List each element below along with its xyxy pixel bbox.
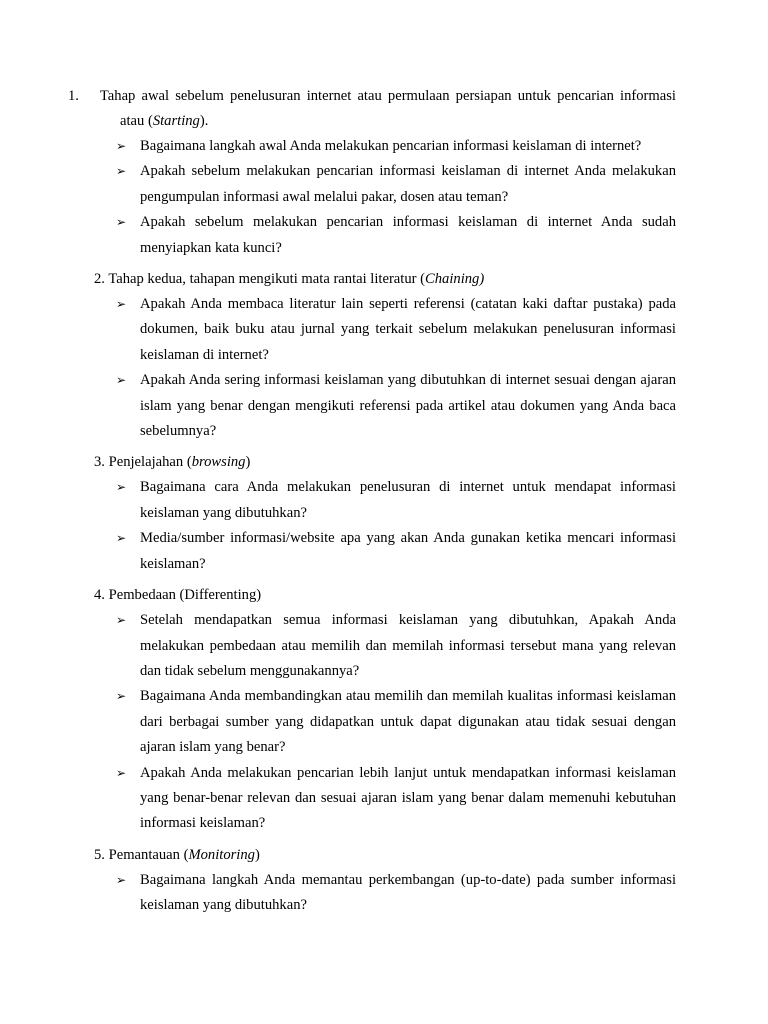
list-item [94, 159, 676, 210]
arrowhead-bullet-icon: ➢ [116, 215, 127, 230]
arrowhead-bullet-icon: ➢ [116, 139, 127, 153]
question-text: Apakah sebelum melakukan pencarian informasi keislaman di internet Anda sudah menyiapkan kata kunci? [140, 214, 676, 256]
arrowhead-bullet-icon: ➢ [116, 297, 127, 312]
heading-suffix: ) [254, 846, 260, 863]
section-number: 4. [94, 587, 105, 604]
list-item [94, 761, 676, 837]
question-text: Bagaimana langkah Anda memantau perkembangan (up-to-date) pada sumber informasi keislaman yang dibutuhkan? [140, 871, 676, 914]
question-list [94, 868, 676, 919]
list-item [94, 475, 676, 526]
document-page [68, 84, 676, 925]
arrowhead-bullet-icon: ➢ [116, 373, 127, 388]
section-heading [94, 843, 676, 868]
section-2 [94, 267, 676, 444]
section-4 [94, 583, 676, 837]
arrowhead-bullet-icon: ➢ [116, 613, 127, 628]
section-5 [94, 843, 676, 919]
section-1 [68, 84, 676, 261]
list-item [94, 368, 676, 444]
question-text: Apakah Anda sering informasi keislaman yang dibutuhkan di internet sesuai dengan ajaran islam yang benar dengan mengikuti referensi pada artikel atau dokumen yang Anda baca sebelumnya? [140, 372, 676, 440]
question-text: Apakah Anda melakukan pencarian lebih lanjut untuk mendapatkan informasi keislaman yang benar-benar relevan dan sesuai ajaran islam yang benar dalam memenuhi kebutuhan informasi keislaman? [140, 764, 676, 832]
arrowhead-bullet-icon: ➢ [116, 531, 127, 546]
section-heading [94, 267, 676, 292]
list-item [94, 292, 676, 368]
heading-text: Tahap kedua, tahapan mengikuti mata rantai literatur ( [108, 271, 426, 288]
heading-term: Monitoring [188, 846, 255, 863]
section-heading [94, 450, 676, 475]
heading-term: Starting [152, 113, 200, 129]
question-list [94, 292, 676, 444]
section-number: 3. [94, 454, 105, 471]
arrowhead-bullet-icon: ➢ [116, 480, 127, 495]
heading-term: Chaining) [425, 271, 485, 288]
arrowhead-bullet-icon: ➢ [116, 164, 127, 179]
heading-text: Pembedaan (Differenting) [108, 587, 262, 604]
heading-text: Penjelajahan ( [108, 454, 192, 471]
section-3 [94, 450, 676, 577]
question-text: Bagaimana Anda membandingkan atau memilih dan memilah kualitas informasi keislaman dari berbagai sumber yang didapatkan untuk dapat digunakan atau tidak sesuai dengan ajaran islam yang benar? [140, 688, 676, 756]
section-heading: 1. Tahap awal sebelum penelusuran internet atau permulaan persiapan untuk pencarian informasi atau (Starting). [68, 88, 676, 129]
list-item [94, 608, 676, 684]
section-heading [94, 583, 676, 608]
question-text: Apakah Anda membaca literatur lain seperti referensi (catatan kaki daftar pustaka) pada dokumen, baik buku atau jurnal yang terkait sebelum melakukan penelusuran informasi keislaman di internet? [140, 296, 676, 363]
section-number: 5. [94, 846, 105, 863]
list-item [94, 210, 676, 261]
heading-suffix: ) [245, 454, 251, 471]
list-item [94, 868, 676, 919]
section-number: 2. [94, 271, 105, 288]
heading-term: browsing [191, 454, 246, 471]
question-list [94, 134, 676, 261]
arrowhead-bullet-icon: ➢ [116, 689, 127, 704]
question-text: Media/sumber informasi/website apa yang akan Anda gunakan ketika mencari informasi keislaman? [140, 530, 676, 572]
arrowhead-bullet-icon: ➢ [116, 872, 127, 887]
list-item [94, 526, 676, 577]
heading-suffix: ). [199, 113, 209, 129]
question-list [94, 475, 676, 577]
question-text: Bagaimana cara Anda melakukan penelusuran di internet untuk mendapat informasi keislaman yang dibutuhkan? [140, 479, 676, 521]
arrowhead-bullet-icon: ➢ [116, 765, 127, 780]
list-item [94, 134, 676, 159]
heading-text: Tahap awal sebelum penelusuran internet atau permulaan persiapan untuk pencarian informasi atau ( [99, 88, 676, 129]
list-item [94, 684, 676, 760]
question-text: Apakah sebelum melakukan pencarian informasi keislaman di internet Anda melakukan pengumpulan informasi awal melalui pakar, dosen atau teman? [140, 163, 676, 205]
question-text: Bagaimana langkah awal Anda melakukan pencarian informasi keislaman di internet? [140, 138, 642, 154]
question-text: Setelah mendapatkan semua informasi keislaman yang dibutuhkan, Apakah Anda melakukan pembedaan atau memilih dan memilah informasi tersebut mana yang relevan dan tidak sebelum menggunakannya? [140, 612, 676, 679]
question-list [94, 608, 676, 837]
heading-text: Pemantauan ( [108, 846, 189, 863]
